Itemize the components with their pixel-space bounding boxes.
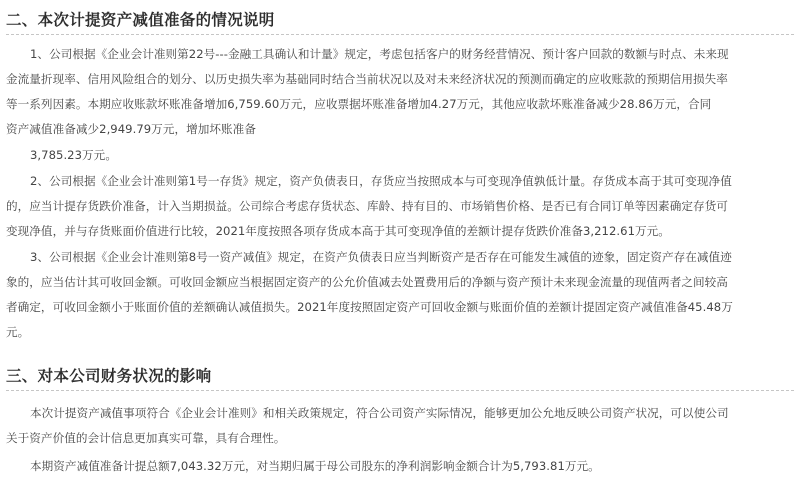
section-3-divider	[6, 390, 794, 391]
text-line: 2、公司根据《企业会计准则第1号一存货》规定，资产负债表日，存货应当按照成本与可变现净值孰低计量。存货成本高于其可变现净值	[30, 174, 732, 188]
text-line: 资产减值准备减少2,949.79万元，增加坏账准备	[6, 122, 256, 136]
section-2-heading: 二、本次计提资产减值准备的情况说明	[6, 11, 275, 29]
text-line: 的，应当计提存货跌价准备，计入当期损益。公司综合考虑存货状态、库龄、持有目的、市场销售价格、是否已有合同订单等因素确定存货可	[6, 199, 728, 213]
text-line: 金流量折现率、信用风险组合的划分、以历史损失率为基础同时结合当前状况以及对未来经济状况的预测而确定的应收账款的预期信用损失率	[6, 72, 728, 86]
text-line: 本期资产减值准备计提总额7,043.32万元，对当期归属于母公司股东的净利润影响金额合计为5,793.81万元。	[30, 459, 600, 473]
text-line: 关于资产价值的会计信息更加真实可靠，具有合理性。	[6, 431, 286, 445]
text-line: 变现净值，并与存货账面价值进行比较，2021年度按照各项存货成本高于其可变现净值的差额计提存货跌价准备3,212.61万元。	[6, 224, 670, 238]
text-line: 3,785.23万元。	[30, 148, 117, 162]
text-line: 1、公司根据《企业会计准则第22号---金融工具确认和计量》规定，考虑包括客户的财务经营情况、预计客户回款的数额与时点、未来现	[30, 47, 729, 61]
text-line: 等一系列因素。本期应收账款坏账准备增加6,759.60万元，应收票据坏账准备增加4.27万元，其他应收款坏账准备减少28.86万元，合同	[6, 97, 712, 111]
text-line: 元。	[6, 325, 30, 339]
text-line: 象的，应当估计其可收回金额。可收回金额应当根据固定资产的公允价值减去处置费用后的净额与资产预计未来现金流量的现值两者之间较高	[6, 275, 728, 289]
section-2-divider	[6, 34, 794, 35]
section-3-heading: 三、对本公司财务状况的影响	[6, 367, 212, 385]
text-line: 者确定，可收回金额小于账面价值的差额确认减值损失。2021年度按照固定资产可回收金额与账面价值的差额计提固定资产减值准备45.48万	[6, 300, 733, 314]
text-line: 3、公司根据《企业会计准则第8号一资产减值》规定，在资产负债表日应当判断资产是否存在可能发生减值的迹象，固定资产存在减值迹	[30, 250, 732, 264]
text-line: 本次计提资产减值事项符合《企业会计准则》和相关政策规定，符合公司资产实际情况，能够更加公允地反映公司资产状况，可以使公司	[30, 406, 729, 420]
